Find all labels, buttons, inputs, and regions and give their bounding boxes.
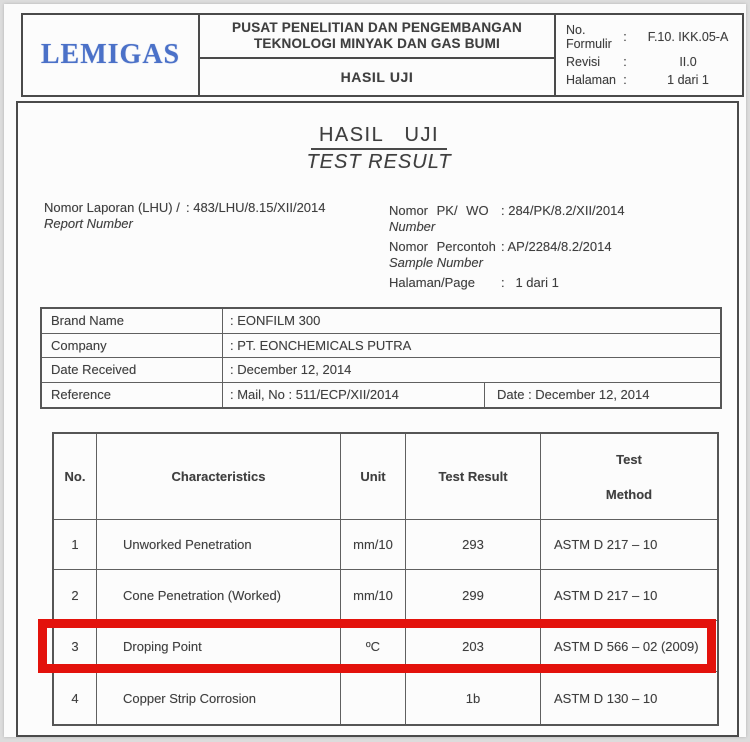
date-received-value: : December 12, 2014 [230,362,352,378]
row3-test-method: ASTM D 566 – 02 (2009) [541,621,717,672]
row1-test-method: ASTM D 217 – 10 [541,520,717,570]
report-number-block [44,200,325,231]
org-name-line1: PUSAT PENELITIAN DAN PENGEMBANGAN [232,20,522,35]
row3-no: 3 [54,621,97,672]
row1-no: 1 [54,520,97,570]
revision-label: Revisi [565,55,601,69]
halaman-page-label: Halaman/Page [389,275,475,290]
form-info-cell [556,15,742,95]
row1-characteristic: Unworked Penetration [97,520,341,570]
logo-cell [23,15,200,95]
col-header-no: No. [54,434,97,520]
form-number-value: F.10. IKK.05-A [647,30,729,44]
org-name-line2: TEKNOLOGI MINYAK DAN GAS BUMI [253,36,501,51]
table-row [42,334,720,359]
test-results-table [52,432,719,726]
row4-test-result: 1b [406,672,541,724]
table-row [42,309,720,334]
revision-row [556,55,742,69]
reference-mail-value: : Mail, No : 511/ECP/XII/2014 [230,387,399,403]
scanned-page [4,4,746,737]
document-header [21,13,744,97]
row2-test-method: ASTM D 217 – 10 [541,570,717,621]
org-cell [200,15,556,95]
report-number-value: : 483/LHU/8.15/XII/2014 [186,200,326,215]
document-title [4,124,750,174]
form-number-colon: : [623,30,627,44]
page-number-row [556,73,742,87]
doc-type: HASIL UJI [340,69,414,85]
date-received-label: Date Received [42,358,223,382]
revision-colon: : [623,55,627,69]
sample-info-table [40,307,722,409]
row3-unit: ºC [341,621,406,672]
row2-no: 2 [54,570,97,621]
report-number-label-id: Nomor Laporan (LHU) / [44,200,180,215]
brand-name-value: : EONFILM 300 [230,313,321,329]
row4-test-method: ASTM D 130 – 10 [554,690,658,706]
col-header-test-method [541,434,717,520]
table-row [42,383,720,408]
row2-characteristic: Cone Penetration (Worked) [97,570,341,621]
page-number-colon: : [623,73,627,87]
row4-unit [341,672,406,724]
pk-wo-value: : 284/PK/8.2/XII/2014 [501,203,625,218]
col-header-test-method-line2: Method [605,486,653,502]
row3-characteristic: Droping Point [97,621,341,672]
row1-unit: mm/10 [341,520,406,570]
reference-label: Reference [42,383,223,408]
sample-number-value: : AP/2284/8.2/2014 [501,239,612,254]
row4-no: 4 [54,672,97,724]
org-name [200,15,554,59]
halaman-page-value: : 1 dari 1 [501,275,559,290]
sample-number-label-id: Nomor Percontoh [389,239,496,254]
pk-wo-label-id: Nomor PK/ WO [389,203,489,218]
row2-unit: mm/10 [341,570,406,621]
col-header-test-result: Test Result [406,434,541,520]
brand-name-label: Brand Name [42,309,223,333]
table-row [42,358,720,383]
company-value: : PT. EONCHEMICALS PUTRA [230,337,412,353]
row3-test-result: 203 [406,621,541,672]
row2-test-result: 299 [406,570,541,621]
order-number-block [389,203,625,291]
page-number-label: Halaman [565,73,616,87]
revision-value: II.0 [679,55,697,69]
company-label: Company [42,334,223,358]
lemigas-logo: LEMIGAS [40,39,181,70]
reference-date-value: Date : December 12, 2014 [484,383,720,408]
row4-characteristic: Copper Strip Corrosion [97,672,341,724]
form-number-label: No. Formulir [565,23,612,51]
form-number-row [556,23,742,51]
pk-wo-label-en: Number [389,218,436,234]
col-header-characteristics: Characteristics [97,434,341,520]
title-english: TEST RESULT [306,151,452,173]
col-header-unit: Unit [341,434,406,520]
title-indonesian: HASIL UJI [311,124,447,150]
page-number-value: 1 dari 1 [667,73,709,87]
sample-number-label-en: Sample Number [389,254,483,270]
col-header-test-method-line1: Test [616,451,642,467]
row1-test-result: 293 [406,520,541,570]
report-number-label-en: Report Number [44,215,133,231]
